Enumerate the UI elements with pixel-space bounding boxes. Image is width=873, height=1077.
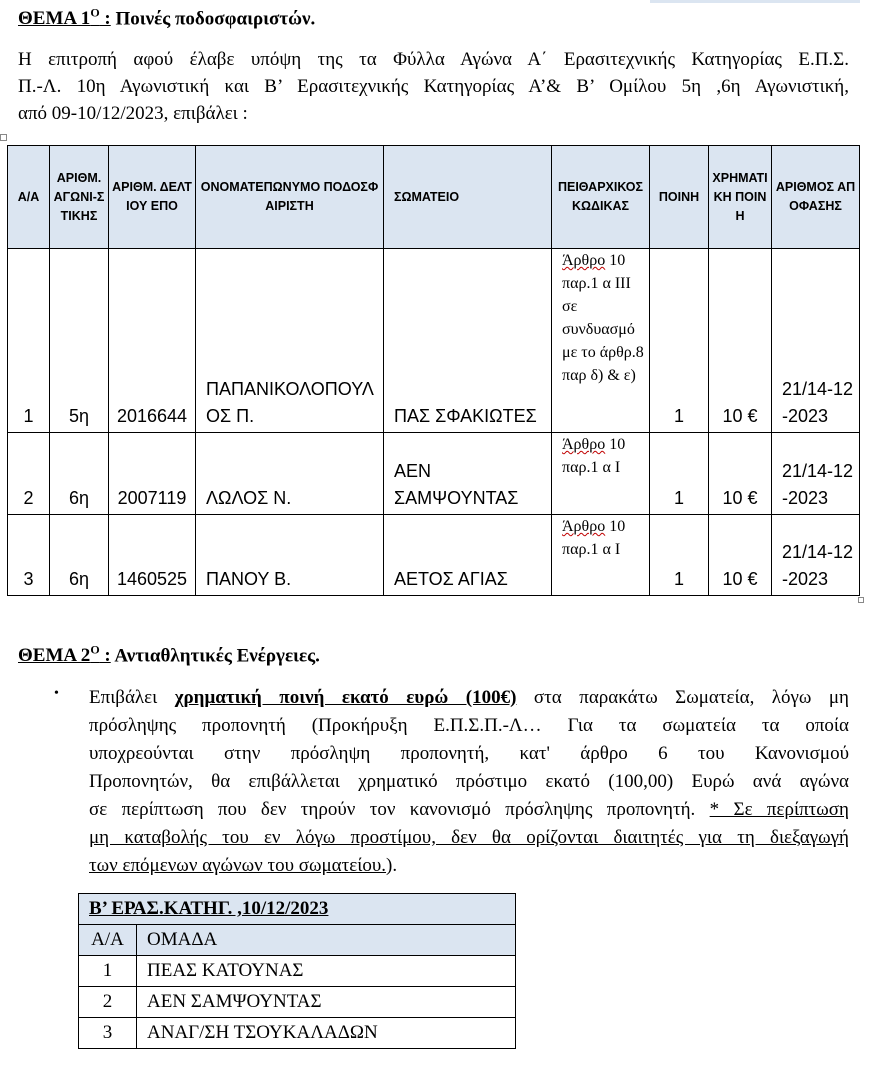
paragraph-line: σε περίπτωση που δεν τηρούν τον κανονισμό πρόσληψης προπονητή. * Σε περίπτωση	[89, 799, 849, 820]
cell-fine: 10 €	[709, 433, 772, 515]
teams-title-row	[79, 894, 516, 925]
cell-club: ΑΕΤΟΣ ΑΓΙΑΣ	[384, 515, 552, 596]
table-row	[8, 433, 860, 515]
team-aa: 3	[79, 1018, 137, 1049]
cell-aa: 1	[8, 249, 50, 433]
intro-line: Η επιτροπή αφού έλαβε υπόψη της τα Φύλλα Αγώνα Α΄ Ερασιτεχνικής Κατηγορίας Ε.Π.Σ.	[18, 49, 849, 70]
team-aa: 2	[79, 987, 137, 1018]
paragraph-line: μη καταβολής του εν λόγω προστίμου, δεν θα ορίζονται διαιτητές για τη διεξαγωγή	[89, 827, 849, 848]
paragraph-line: Προπονητών, θα επιβάλλεται χρηματικό πρόστιμο εκατό (100,00) Ευρώ ανά αγώνα	[89, 771, 849, 792]
section-1-intro	[18, 46, 849, 127]
team-aa: 1	[79, 956, 137, 987]
cell-club: ΑΕΝ ΣΑΜΨΟΥΝΤΑΣ	[384, 433, 552, 515]
penalties-table	[7, 145, 860, 596]
table-resize-handle[interactable]	[858, 597, 864, 603]
cell-decision: 21/14-12-2023	[772, 515, 860, 596]
cell-aa: 3	[8, 515, 50, 596]
teams-table	[78, 893, 516, 1049]
bullet-point: •	[54, 686, 59, 701]
cell-name: ΠΑΝΟΥ Β.	[196, 515, 384, 596]
intro-line: Π.-Λ. 10η Αγωνιστική και Β’ Ερασιτεχνικής Κατηγορίας Α’& Β’ Ομίλου 5η ,6η Αγωνιστική,	[18, 76, 849, 97]
team-name: ΑΕΝ ΣΑΜΨΟΥΝΤΑΣ	[137, 987, 516, 1018]
cell-card: 1460525	[109, 515, 196, 596]
cell-decision: 21/14-12-2023	[772, 249, 860, 433]
paragraph-line: των επόμενων αγώνων του σωματείου.).	[89, 855, 398, 876]
table-move-handle[interactable]	[0, 134, 7, 141]
header-code: ΠΕΙΘΑΡΧΙΚΟΣ ΚΩΔΙΚΑΣ	[552, 146, 650, 249]
cell-aa: 2	[8, 433, 50, 515]
cell-fine: 10 €	[709, 249, 772, 433]
header-penalty: ΠΟΙΝΗ	[650, 146, 709, 249]
team-name: ΠΕΑΣ ΚΑΤΟΥΝΑΣ	[137, 956, 516, 987]
section-2-paragraph	[89, 684, 849, 880]
table-row	[79, 987, 516, 1018]
table-row	[79, 1018, 516, 1049]
cell-fine: 10 €	[709, 515, 772, 596]
section-2-title: ΘΕΜΑ $2^O$ : Αντιαθλητικές Ενέργειες.	[18, 643, 320, 667]
cell-round: 6η	[50, 433, 109, 515]
cell-name: ΠΑΠΑΝΙΚΟΛΟΠΟΥΛΟΣ Π.	[196, 249, 384, 433]
cell-penalty: 1	[650, 433, 709, 515]
cell-name: ΛΩΛΟΣ Ν.	[196, 433, 384, 515]
table-row	[8, 515, 860, 596]
paragraph-line: Επιβάλει χρηματική ποινή εκατό ευρώ (100€) στα παρακάτω Σωματεία, λόγω μη	[89, 687, 849, 708]
cell-card: 2016644	[109, 249, 196, 433]
intro-line: από 09-10/12/2023, επιβάλει :	[18, 103, 248, 124]
cell-decision: 21/14-12-2023	[772, 433, 860, 515]
paragraph-line: υποχρεούνται στην πρόσληψη προπονητή, κατ' άρθρο 6 του Κανονισμού	[89, 743, 849, 764]
table-header-row	[8, 146, 860, 249]
table-row	[8, 249, 860, 433]
cell-penalty: 1	[650, 515, 709, 596]
teams-title: Β’ ΕΡΑΣ.ΚΑΤΗΓ. ,10/12/2023	[79, 894, 516, 925]
header-club: ΣΩΜΑΤΕΙΟ	[384, 146, 552, 249]
cell-round: 5η	[50, 249, 109, 433]
table-row	[79, 956, 516, 987]
teams-header-row	[79, 925, 516, 956]
cell-card: 2007119	[109, 433, 196, 515]
section-1-title: ΘΕΜΑ $1^O$ : Ποινές ποδοσφαιριστών.	[18, 6, 316, 30]
header-round: ΑΡΙΘΜ. ΑΓΩΝΙ-ΣΤΙΚΗΣ	[50, 146, 109, 249]
cell-code: Άρθρο 10 παρ.1 α ΙΙΙ σε συνδυασμό με το άρθρ.8 παρ δ) & ε)	[552, 249, 650, 433]
cell-code: Άρθρο 10 παρ.1 α Ι	[552, 433, 650, 515]
header-decision: ΑΡΙΘΜΟΣ ΑΠΟΦΑΣΗΣ	[772, 146, 860, 249]
teams-header-aa: Α/Α	[79, 925, 137, 956]
cell-round: 6η	[50, 515, 109, 596]
header-card: ΑΡΙΘΜ. ΔΕΛΤΙΟΥ ΕΠΟ	[109, 146, 196, 249]
teams-header-team: ΟΜΑΔΑ	[137, 925, 516, 956]
cell-code: Άρθρο 10 παρ.1 α Ι	[552, 515, 650, 596]
header-fine: ΧΡΗΜΑΤΙΚΗ ΠΟΙΝΗ	[709, 146, 772, 249]
header-name: ΟΝΟΜΑΤΕΠΩΝΥΜΟ ΠΟΔΟΣΦΑΙΡΙΣΤΗ	[196, 146, 384, 249]
header-aa: Α/Α	[8, 146, 50, 249]
team-name: ΑΝΑΓ/ΣΗ ΤΣΟΥΚΑΛΑΔΩΝ	[137, 1018, 516, 1049]
cell-club: ΠΑΣ ΣΦΑΚΙΩΤΕΣ	[384, 249, 552, 433]
cell-penalty: 1	[650, 249, 709, 433]
paragraph-line: πρόσληψης προπονητή (Προκήρυξη Ε.Π.Σ.Π.-Λ… Για τα σωματεία τα οποία	[89, 715, 849, 736]
top-edge-bar	[650, 0, 860, 3]
